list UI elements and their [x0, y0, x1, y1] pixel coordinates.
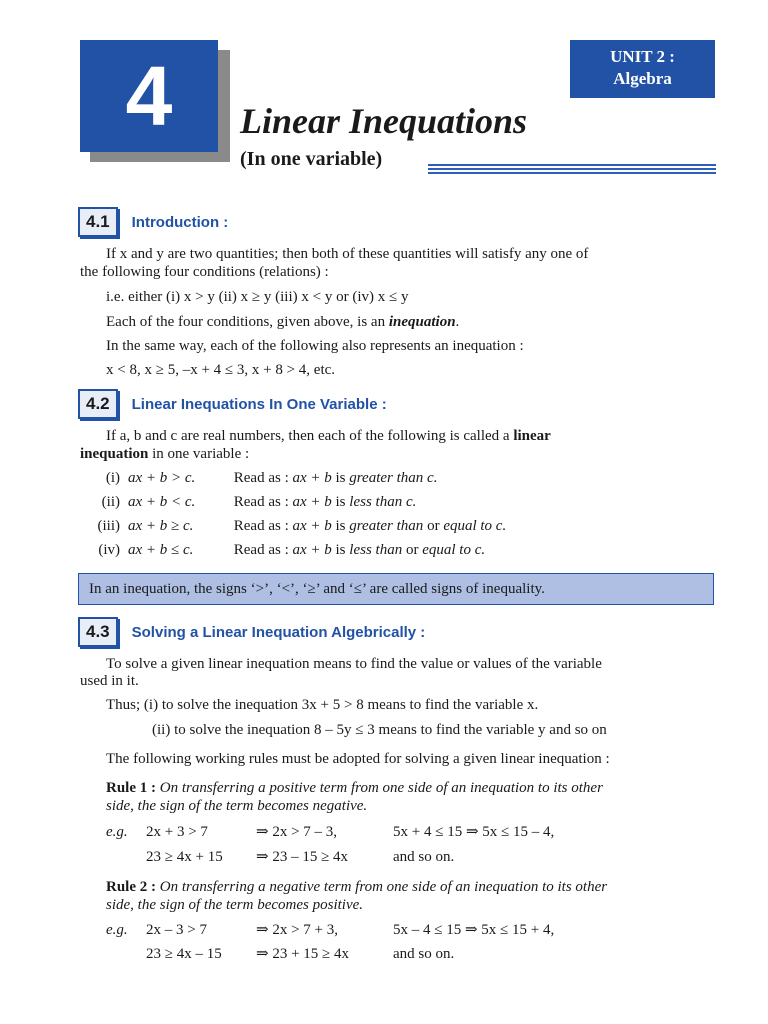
item-expression: ax + b > c.: [128, 470, 196, 486]
read-as: Read as :: [233, 494, 289, 510]
lhs: ax + b: [292, 494, 332, 510]
paragraph-line: the following four conditions (relations) :: [80, 264, 329, 280]
chapter-subtitle: (In one variable): [240, 148, 383, 170]
inequality-signs-note: In an inequation, the signs ‘>’, ‘<’, ‘≥’ and ‘≤’ are called signs of inequality.: [78, 573, 714, 605]
description: less than c.: [349, 494, 417, 510]
chapter-badge: [80, 40, 218, 152]
paragraph-line: (ii) to solve the inequation 8 – 5y ≤ 3 means to find the variable y and so on: [152, 722, 607, 738]
section-number: 4.2: [78, 389, 118, 419]
inequation-item: [80, 517, 506, 535]
rule-1: [106, 779, 603, 797]
text: is: [335, 518, 346, 534]
description: greater than: [349, 518, 424, 534]
chapter-number: 4: [125, 49, 173, 143]
inequation-item: [80, 541, 485, 559]
term-inequation: inequation: [80, 446, 149, 462]
item-expression: ax + b ≤ c.: [128, 542, 194, 558]
chapter-title: Linear Inequations: [240, 101, 528, 141]
unit-badge: [570, 40, 715, 98]
section-title: Introduction :: [131, 213, 229, 231]
description: less than: [349, 542, 403, 558]
text: or: [427, 518, 440, 534]
text: .: [455, 314, 460, 330]
rule-text-line: side, the sign of the term becomes positive.: [106, 897, 364, 913]
paragraph-line: If x and y are two quantities; then both of these quantities will satisfy any one of: [106, 246, 589, 262]
example-step: ⇒ 23 – 15 ≥ 4x: [256, 849, 349, 865]
section-number: 4.1: [78, 207, 118, 237]
example-row: [106, 945, 454, 963]
rule-label: Rule 1 :: [106, 780, 156, 796]
paragraph-line: To solve a given linear inequation means to find the value or values of the variable: [106, 656, 602, 672]
example-row: [106, 848, 454, 866]
example-expr: 5x + 4 ≤ 15 ⇒ 5x ≤ 15 – 4,: [393, 824, 555, 840]
read-as: Read as :: [233, 542, 289, 558]
example-step: ⇒ 23 + 15 ≥ 4x: [256, 946, 350, 962]
lhs: ax + b: [292, 518, 332, 534]
inequation-item: [80, 493, 416, 511]
example-expr: 23 ≥ 4x + 15: [146, 849, 223, 865]
lhs: ax + b: [292, 470, 332, 486]
text: in one variable :: [152, 446, 250, 462]
paragraph-line: In the same way, each of the following also represents an inequation :: [106, 338, 524, 354]
text: is: [335, 494, 346, 510]
rule-text: On transferring a positive term from one side of an inequation to its other: [159, 780, 603, 796]
paragraph-line: [106, 427, 551, 445]
rule-2: [106, 878, 607, 896]
lhs: ax + b: [292, 542, 332, 558]
description: greater than c.: [349, 470, 438, 486]
item-number: (ii): [101, 494, 120, 510]
example-row: [106, 823, 554, 841]
example-step: ⇒ 2x > 7 – 3,: [256, 824, 338, 840]
text: Each of the four conditions, given above, is an: [106, 314, 386, 330]
unit-subject: Algebra: [613, 69, 672, 88]
text: or: [405, 542, 419, 558]
example-expr: 5x – 4 ≤ 15 ⇒ 5x ≤ 15 + 4,: [393, 922, 555, 938]
section-heading-4-2: [78, 389, 387, 419]
read-as: Read as :: [233, 518, 289, 534]
paragraph-line: i.e. either (i) x > y (ii) x ≥ y (iii) x < y or (iv) x ≤ y: [106, 289, 409, 305]
paragraph-line: [106, 313, 459, 331]
item-expression: ax + b ≥ c.: [128, 518, 194, 534]
read-as: Read as :: [233, 470, 289, 486]
description: equal to c.: [422, 542, 486, 558]
section-number: 4.3: [78, 617, 118, 647]
paragraph-line: The following working rules must be adopted for solving a given linear inequation :: [106, 751, 610, 767]
section-title: Linear Inequations In One Variable :: [131, 395, 387, 413]
paragraph-line: [80, 445, 249, 463]
section-title: Solving a Linear Inequation Algebrically :: [131, 623, 426, 641]
paragraph-line: used in it.: [80, 673, 139, 689]
eg-label: e.g.: [106, 824, 128, 840]
paragraph-line: x < 8, x ≥ 5, –x + 4 ≤ 3, x + 8 > 4, etc.: [106, 362, 336, 378]
example-expr: 2x – 3 > 7: [146, 922, 207, 938]
item-number: (iv): [98, 542, 120, 558]
inequation-item: [80, 469, 437, 487]
example-expr: 2x + 3 > 7: [146, 824, 208, 840]
paragraph-line: Thus; (i) to solve the inequation 3x + 5 > 8 means to find the variable x.: [106, 697, 539, 713]
example-text: and so on.: [393, 849, 455, 865]
subtitle-rule: [428, 164, 716, 176]
item-expression: ax + b < c.: [128, 494, 196, 510]
text: If a, b and c are real numbers, then each of the following is called a: [106, 428, 510, 444]
item-number: (iii): [97, 518, 120, 534]
rule-text: On transferring a negative term from one side of an inequation to its other: [159, 879, 608, 895]
unit-label: UNIT 2 :: [610, 47, 675, 66]
section-heading-4-1: [78, 207, 228, 237]
example-text: and so on.: [393, 946, 455, 962]
text: is: [335, 470, 346, 486]
example-row: [106, 921, 554, 939]
item-number: (i): [105, 470, 120, 486]
description: equal to c.: [443, 518, 507, 534]
eg-label: e.g.: [106, 922, 128, 938]
section-heading-4-3: [78, 617, 425, 647]
rule-label: Rule 2 :: [106, 879, 156, 895]
term-inequation: inequation: [388, 314, 456, 330]
example-step: ⇒ 2x > 7 + 3,: [256, 922, 338, 938]
rule-text-line: side, the sign of the term becomes negative.: [106, 798, 368, 814]
term-linear: linear: [513, 428, 551, 444]
text: is: [335, 542, 346, 558]
example-expr: 23 ≥ 4x – 15: [146, 946, 222, 962]
